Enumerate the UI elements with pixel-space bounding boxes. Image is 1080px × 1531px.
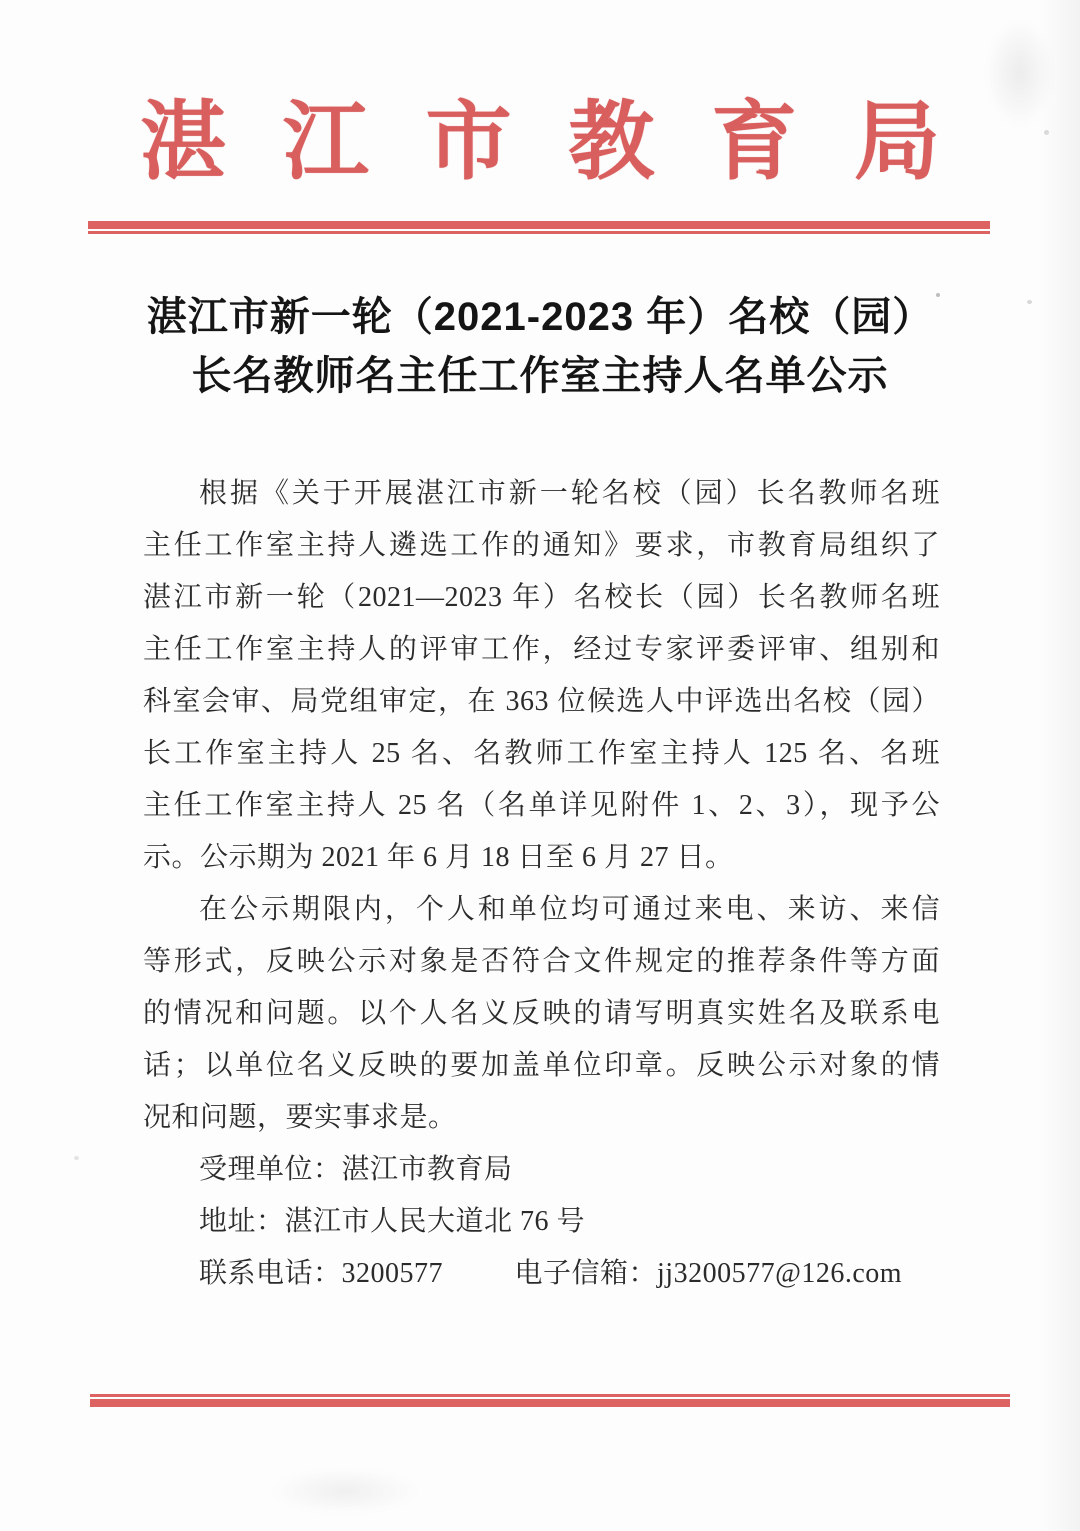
paragraph-line: 主任工作室主持人 25 名（名单详见附件 1、2、3），现予公 [143, 790, 940, 821]
letterhead-char: 育 [711, 94, 798, 190]
paragraph-line: 况和问题，要实事求是。 [143, 1102, 457, 1133]
paragraph-line: 主任工作室主持人遴选工作的通知》要求，市教育局组织了 [143, 530, 940, 561]
paragraph-line: 长工作室主持人 25 名、名教师工作室主持人 125 名、名班 [143, 738, 940, 769]
footer-double-rule [90, 1394, 1010, 1407]
contact-accepting-unit: 受理单位：湛江市教育局 [199, 1154, 513, 1185]
body-paragraph-2 [143, 884, 940, 1144]
paragraph-line: 湛江市新一轮（2021—2023 年）名校长（园）长名教师名班 [143, 582, 940, 613]
scan-edge-shadow [1038, 0, 1080, 1531]
document-title-line-2: 长名教师名主任工作室主持人名单公示 [191, 354, 889, 398]
body-paragraph-1 [143, 468, 940, 884]
contact-email: 电子信箱：jj3200577@126.com [514, 1258, 903, 1289]
rule-thin-line [88, 231, 990, 234]
contact-phone-email-line [143, 1248, 940, 1300]
scan-speck [1027, 300, 1032, 304]
document-title [80, 288, 1000, 406]
letterhead-char: 教 [568, 94, 655, 190]
letterhead-agency-name [140, 86, 940, 198]
paragraph-line: 科室会审、局党组审定，在 363 位候选人中评选出名校（园） [143, 686, 940, 717]
contact-block [143, 1144, 940, 1300]
paragraph-line: 的情况和问题。以个人名义反映的请写明真实姓名及联系电 [143, 998, 940, 1029]
paragraph-line: 根据《关于开展湛江市新一轮名校（园）长名教师名班 [199, 478, 940, 509]
letterhead-char: 湛 [140, 94, 226, 190]
scan-smudge [985, 18, 1055, 128]
paragraph-line: 等形式，反映公示对象是否符合文件规定的推荐条件等方面 [143, 946, 940, 977]
document-title-line-1: 湛江市新一轮（2021-2023 年）名校（园） [146, 295, 934, 339]
letterhead-char: 市 [425, 94, 512, 190]
header-double-rule [88, 221, 990, 234]
paragraph-line: 在公示期限内，个人和单位均可通过来电、来访、来信 [199, 894, 940, 925]
paragraph-line: 话；以单位名义反映的要加盖单位印章。反映公示对象的情 [143, 1050, 940, 1081]
scan-speck [1044, 130, 1049, 135]
contact-phone: 联系电话：3200577 [199, 1258, 444, 1289]
paragraph-line: 主任工作室主持人的评审工作，经过专家评委评审、组别和 [143, 634, 940, 665]
rule-thick-line [88, 221, 990, 229]
scan-smudge [270, 1468, 420, 1514]
letterhead-char: 局 [853, 94, 940, 190]
contact-address: 地址：湛江市人民大道北 76 号 [199, 1206, 586, 1237]
letterhead-char: 江 [282, 94, 369, 190]
scan-speck [74, 1156, 79, 1160]
rule-thick-line [90, 1399, 1010, 1407]
paragraph-line: 示。公示期为 2021 年 6 月 18 日至 6 月 27 日。 [143, 842, 734, 873]
